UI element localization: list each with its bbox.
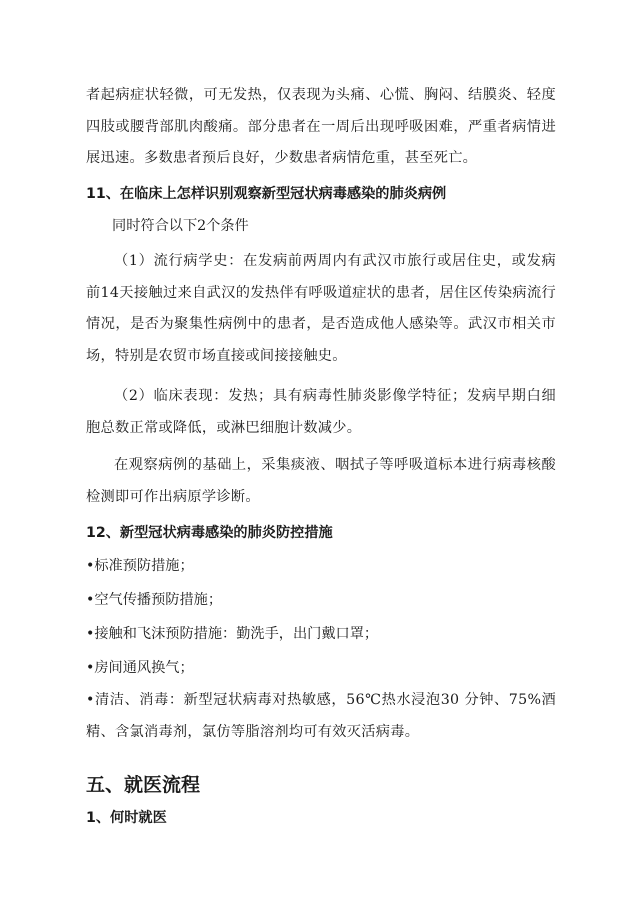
measure-item-2: •空气传播预防措施； (86, 592, 223, 608)
subheading-when-to-seek-care: 1、何时就医 (86, 810, 167, 826)
chapter-heading-5: 五、就医流程 (86, 774, 201, 796)
measure-item-3: •接触和飞沫预防措施：勤洗手，出门戴口罩； (86, 626, 379, 642)
condition-1-paragraph: （1）流行病学史：在发病前两周内有武汉市旅行或居住史，或发病前14天接触过来自武汉的发热伴有呼吸道症状的患者，居住区传染病流行情况，是否为聚集性病例中的患者，是否造成他人感染等。武汉市相关市场，特别是农贸市场直接或间接接触史。 (86, 253, 556, 364)
measure-item-4: •房间通风换气； (86, 660, 194, 676)
intro-paragraph: 者起病症状轻微，可无发热，仅表现为头痛、心慌、胸闷、结膜炎、轻度四肢或腰背部肌肉酸痛。部分患者在一周后出现呼吸困难，严重者病情进展迅速。多数患者预后良好，少数患者病情危重，甚至死亡。 (86, 87, 556, 166)
measure-item-5: •清洁、消毒：新型冠状病毒对热敏感，56℃热水浸泡30 分钟、75%酒精、含氯消毒剂，氯仿等脂溶剂均可有效灭活病毒。 (86, 692, 556, 740)
section-heading-12: 12、新型冠状病毒感染的肺炎防控措施 (86, 525, 333, 541)
measure-item-1: •标准预防措施； (86, 558, 194, 574)
conditions-intro: 同时符合以下2个条件 (112, 218, 249, 234)
diagnosis-paragraph: 在观察病例的基础上，采集痰液、咽拭子等呼吸道标本进行病毒核酸检测即可作出病原学诊断。 (86, 457, 556, 505)
condition-2-paragraph: （2）临床表现：发热；具有病毒性肺炎影像学特征；发病早期白细胞总数正常或降低，或淋巴细胞计数减少。 (86, 388, 556, 436)
section-heading-11: 11、在临床上怎样识别观察新型冠状病毒感染的肺炎病例 (86, 186, 447, 202)
